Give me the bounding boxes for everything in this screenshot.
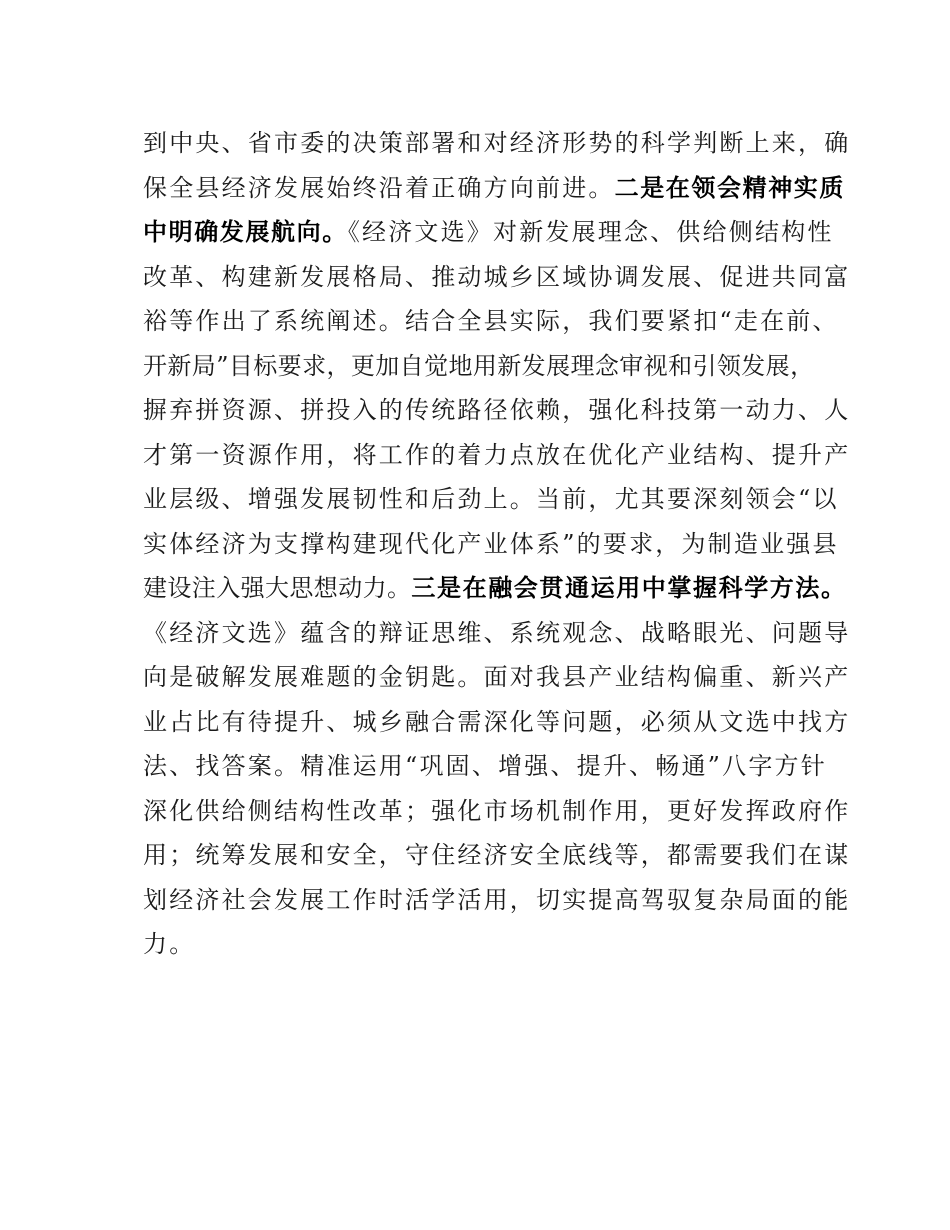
text-segment: 才第一资源作用，将工作的着力点放在优化产业结构、提升产 — [143, 440, 851, 469]
text-segment: 用；统筹发展和安全，守住经济安全底线等，都需要我们在谋 — [143, 841, 851, 869]
text-line — [143, 210, 833, 255]
text-segment: 业占比有待提升、城乡融合需深化等问题，必须从文选中找方 — [143, 707, 851, 736]
text-line — [143, 255, 851, 300]
text-line — [143, 744, 833, 789]
text-segment: 力。 — [143, 930, 196, 958]
text-line — [143, 833, 851, 878]
text-line — [143, 433, 851, 478]
text-line — [143, 655, 851, 700]
text-segment: 实体经济为支撑构建现代化产业体系”的要求，为制造业强县 — [143, 529, 839, 558]
text-line — [143, 522, 839, 567]
text-line — [143, 611, 851, 656]
text-segment: 法、找答案。精准运用“巩固、增强、提升、畅通”八字方针 — [143, 752, 827, 780]
text-line — [143, 700, 851, 745]
text-line — [143, 344, 833, 389]
text-line — [143, 388, 851, 433]
text-line — [143, 922, 833, 967]
text-segment: 裕等作出了系统阐述。结合全县实际，我们要紧扣“走在前、 — [143, 307, 839, 335]
text-line — [143, 789, 851, 834]
text-segment: 到中央、省市委的决策部署和对经济形势的科学判断上来，确 — [143, 129, 851, 157]
bold-heading-segment: 三是在融会贯通运用中掌握科学方法。 — [411, 574, 847, 602]
bold-heading-segment: 中明确发展航向。 — [143, 218, 348, 246]
text-segment: 划经济社会发展工作时活学活用，切实提高驾驭复杂局面的能 — [143, 885, 851, 914]
text-segment: 《经济文选》蕴含的辩证思维、系统观念、战略眼光、问题导 — [143, 618, 851, 647]
text-line — [143, 878, 851, 923]
text-segment: 业层级、增强发展韧性和后劲上。当前，尤其要深刻领会“以 — [143, 485, 839, 513]
text-segment: 向是破解发展难题的金钥匙。面对我县产业结构偏重、新兴产 — [143, 663, 851, 691]
text-segment: 改革、构建新发展格局、推动城乡区域协调发展、促进共同富 — [143, 262, 851, 291]
text-segment: 摒弃拼资源、拼投入的传统路径依赖，强化科技第一动力、人 — [143, 396, 851, 424]
text-segment: 开新局”目标要求，更加自觉地用新发展理念审视和引领发展， — [143, 351, 815, 380]
text-line — [143, 566, 847, 611]
body-paragraph — [143, 121, 851, 967]
text-segment: 保全县经济发展始终沿着正确方向前进。 — [143, 173, 615, 202]
text-line — [143, 166, 846, 211]
text-line — [143, 477, 839, 522]
text-line — [143, 299, 839, 344]
text-segment: 深化供给侧结构性改革；强化市场机制作用，更好发挥政府作 — [143, 796, 851, 825]
text-segment: 建设注入强大思想动力。 — [143, 574, 412, 602]
text-segment: 《经济文选》对新发展理念、供给侧结构性 — [347, 218, 834, 246]
text-line — [143, 121, 851, 166]
bold-heading-segment: 二是在领会精神实质 — [614, 173, 846, 202]
